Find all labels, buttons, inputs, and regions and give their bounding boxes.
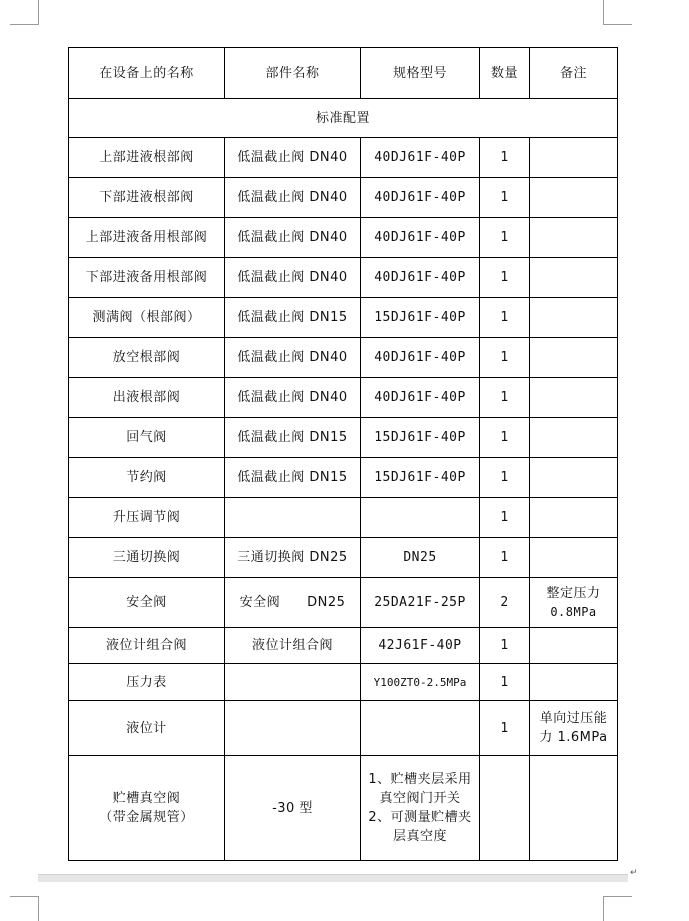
header-quantity: 数量 — [480, 48, 530, 99]
cell-spec: 40DJ61F-40P — [361, 258, 480, 298]
cell-spec: 15DJ61F-40P — [361, 298, 480, 338]
table-row — [69, 418, 618, 458]
spec-line: 真空阀门开关 — [379, 791, 461, 806]
cell-part: 低温截止阀 DN15 — [225, 418, 361, 458]
cell-spec — [361, 756, 480, 861]
table-row — [69, 628, 618, 664]
cell-part: 低温截止阀 DN40 — [225, 218, 361, 258]
spec-line: 1、贮槽夹层采用 — [368, 772, 472, 787]
cell-qty: 1 — [480, 458, 530, 498]
cell-qty: 1 — [480, 178, 530, 218]
cell-qty: 1 — [480, 498, 530, 538]
cell-name: 三通切换阀 — [69, 538, 225, 578]
cell-remark — [530, 458, 618, 498]
cell-part: -30 型 — [225, 756, 361, 861]
cell-part: 低温截止阀 DN15 — [225, 458, 361, 498]
remark-line: 0.8MPa — [550, 604, 597, 619]
table-row — [69, 458, 618, 498]
cell-remark — [530, 628, 618, 664]
cell-name: 回气阀 — [69, 418, 225, 458]
cell-qty — [480, 756, 530, 861]
cell-qty: 1 — [480, 218, 530, 258]
cell-qty: 1 — [480, 298, 530, 338]
cell-spec: DN25 — [361, 538, 480, 578]
crop-mark-top-right — [603, 0, 632, 25]
spec-line: 2、可测量贮槽夹 — [368, 810, 472, 825]
crop-mark-bottom-left — [10, 896, 39, 921]
name-line: （带金属规管） — [99, 810, 194, 825]
cell-part: 安全阀 DN25 — [225, 578, 361, 628]
table-row — [69, 178, 618, 218]
table-row — [69, 218, 618, 258]
cell-spec: 40DJ61F-40P — [361, 218, 480, 258]
page-separator — [38, 874, 628, 882]
cell-qty: 1 — [480, 378, 530, 418]
header-spec-model: 规格型号 — [361, 48, 480, 99]
cell-remark — [530, 218, 618, 258]
remark-line: 单向过压能 — [539, 711, 608, 726]
cell-remark — [530, 756, 618, 861]
cell-qty: 1 — [480, 258, 530, 298]
cell-remark — [530, 258, 618, 298]
cell-qty: 1 — [480, 628, 530, 664]
table-row — [69, 258, 618, 298]
cell-qty: 1 — [480, 538, 530, 578]
remark-line: 力 1.6MPa — [539, 730, 608, 745]
cell-qty: 1 — [480, 338, 530, 378]
table-row — [69, 138, 618, 178]
table-row — [69, 538, 618, 578]
cell-spec: 15DJ61F-40P — [361, 418, 480, 458]
cell-name: 液位计组合阀 — [69, 628, 225, 664]
cell-spec: 40DJ61F-40P — [361, 178, 480, 218]
cell-remark — [530, 578, 618, 628]
table-row — [69, 498, 618, 538]
cell-name: 节约阀 — [69, 458, 225, 498]
cell-remark — [530, 498, 618, 538]
cell-part: 低温截止阀 DN15 — [225, 298, 361, 338]
cell-qty: 2 — [480, 578, 530, 628]
cell-name: 测满阀（根部阀） — [69, 298, 225, 338]
cell-spec: 40DJ61F-40P — [361, 138, 480, 178]
paragraph-mark-icon: ↵ — [630, 868, 638, 878]
cell-name: 压力表 — [69, 664, 225, 701]
cell-qty: 1 — [480, 418, 530, 458]
cell-part: 三通切换阀 DN25 — [225, 538, 361, 578]
cell-remark — [530, 178, 618, 218]
cell-spec: 15DJ61F-40P — [361, 458, 480, 498]
cell-part: 低温截止阀 DN40 — [225, 138, 361, 178]
cell-part: 低温截止阀 DN40 — [225, 338, 361, 378]
cell-name: 升压调节阀 — [69, 498, 225, 538]
cell-remark — [530, 664, 618, 701]
cell-spec: 40DJ61F-40P — [361, 338, 480, 378]
crop-mark-top-left — [10, 0, 39, 25]
cell-part — [225, 498, 361, 538]
cell-spec: 42J61F-40P — [361, 628, 480, 664]
cell-name: 出液根部阀 — [69, 378, 225, 418]
cell-remark — [530, 418, 618, 458]
header-remarks: 备注 — [530, 48, 618, 99]
table-row — [69, 378, 618, 418]
cell-remark — [530, 138, 618, 178]
cell-remark — [530, 701, 618, 756]
cell-part: 低温截止阀 DN40 — [225, 258, 361, 298]
header-name-on-equipment: 在设备上的名称 — [69, 48, 225, 99]
cell-name: 下部进液备用根部阀 — [69, 258, 225, 298]
spec-line: 层真空度 — [392, 829, 447, 844]
cell-part: 液位计组合阀 — [225, 628, 361, 664]
cell-name: 安全阀 — [69, 578, 225, 628]
cell-spec: 40DJ61F-40P — [361, 378, 480, 418]
cell-name: 液位计 — [69, 701, 225, 756]
header-part-name: 部件名称 — [225, 48, 361, 99]
cell-name: 下部进液根部阀 — [69, 178, 225, 218]
cell-qty: 1 — [480, 701, 530, 756]
cell-name: 上部进液备用根部阀 — [69, 218, 225, 258]
configuration-table — [68, 47, 618, 861]
cell-spec: 25DA21F-25P — [361, 578, 480, 628]
cell-part — [225, 701, 361, 756]
cell-name: 上部进液根部阀 — [69, 138, 225, 178]
cell-name — [69, 756, 225, 861]
table-row — [69, 756, 618, 861]
remark-line: 整定压力 — [546, 585, 601, 601]
crop-mark-bottom-right — [603, 896, 632, 921]
cell-qty: 1 — [480, 138, 530, 178]
cell-remark — [530, 338, 618, 378]
cell-name: 放空根部阀 — [69, 338, 225, 378]
table-row — [69, 338, 618, 378]
cell-spec: Y100ZT0-2.5MPa — [361, 664, 480, 701]
cell-qty: 1 — [480, 664, 530, 701]
table-row — [69, 701, 618, 756]
name-line: 贮槽真空阀 — [112, 791, 181, 806]
table-row — [69, 578, 618, 628]
table-row — [69, 664, 618, 701]
section-title: 标准配置 — [69, 99, 618, 138]
table-header-row — [69, 48, 618, 99]
cell-spec — [361, 498, 480, 538]
cell-part — [225, 664, 361, 701]
section-row — [69, 99, 618, 138]
cell-remark — [530, 378, 618, 418]
cell-spec — [361, 701, 480, 756]
cell-part: 低温截止阀 DN40 — [225, 178, 361, 218]
cell-part: 低温截止阀 DN40 — [225, 378, 361, 418]
cell-remark — [530, 298, 618, 338]
cell-remark — [530, 538, 618, 578]
table-row — [69, 298, 618, 338]
